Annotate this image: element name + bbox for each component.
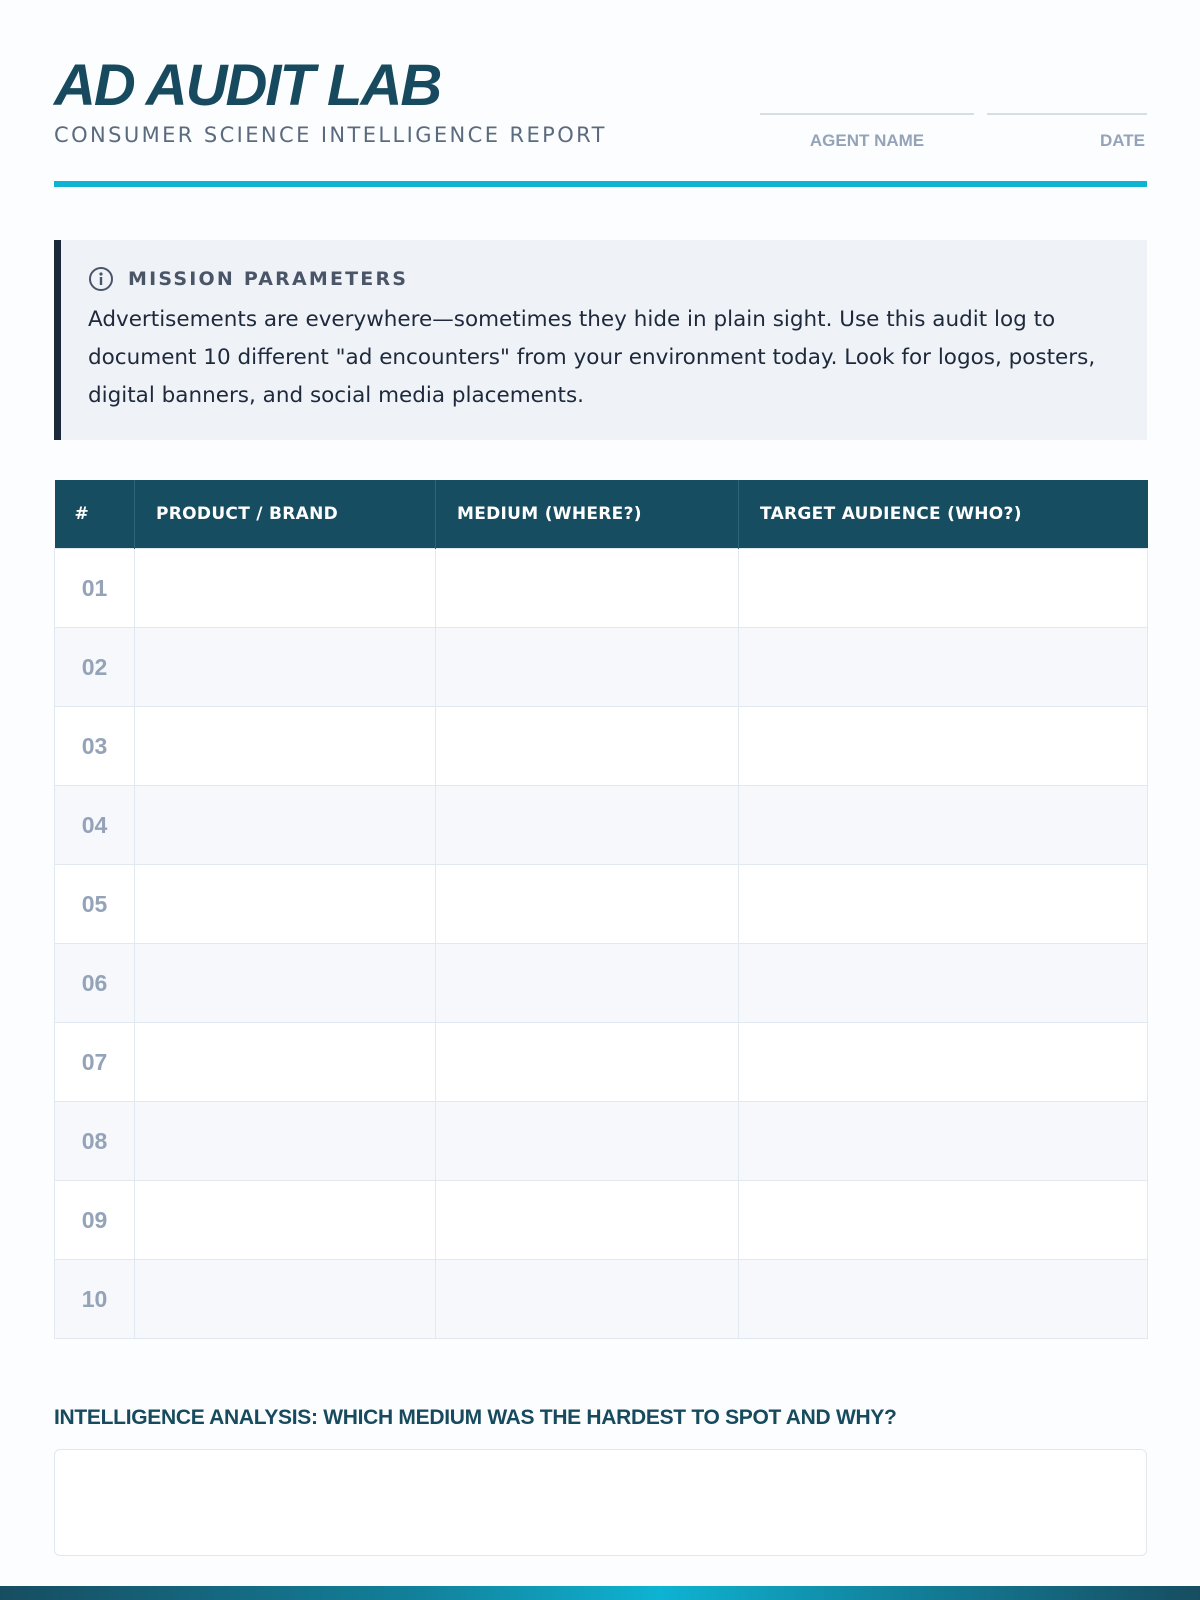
table-row xyxy=(55,786,1148,865)
row-number: 01 xyxy=(55,549,135,628)
medium-cell[interactable] xyxy=(436,865,739,944)
product-cell[interactable] xyxy=(135,865,436,944)
medium-cell[interactable] xyxy=(436,1023,739,1102)
audience-cell[interactable] xyxy=(739,549,1148,628)
page-title: AD AUDIT LAB xyxy=(54,53,441,118)
row-number: 08 xyxy=(55,1102,135,1181)
agent-name-field[interactable] xyxy=(760,113,974,151)
audience-cell[interactable] xyxy=(739,1260,1148,1339)
product-cell[interactable] xyxy=(135,628,436,707)
audience-cell[interactable] xyxy=(739,786,1148,865)
medium-cell[interactable] xyxy=(436,1260,739,1339)
column-header-product: PRODUCT / BRAND xyxy=(135,480,436,549)
medium-cell[interactable] xyxy=(436,707,739,786)
analysis-label: INTELLIGENCE ANALYSIS: WHICH MEDIUM WAS THE HARDEST TO SPOT AND WHY? xyxy=(54,1406,897,1429)
product-cell[interactable] xyxy=(135,944,436,1023)
worksheet-page xyxy=(54,0,1147,1429)
audience-cell[interactable] xyxy=(739,628,1148,707)
page-subtitle: CONSUMER SCIENCE INTELLIGENCE REPORT xyxy=(54,123,607,147)
product-cell[interactable] xyxy=(135,1260,436,1339)
product-cell[interactable] xyxy=(135,707,436,786)
product-cell[interactable] xyxy=(135,786,436,865)
medium-cell[interactable] xyxy=(436,1181,739,1260)
row-number: 03 xyxy=(55,707,135,786)
column-header-audience: TARGET AUDIENCE (WHO?) xyxy=(739,480,1148,549)
mission-title: MISSION PARAMETERS xyxy=(128,268,409,290)
product-cell[interactable] xyxy=(135,549,436,628)
row-number: 06 xyxy=(55,944,135,1023)
audience-cell[interactable] xyxy=(739,1102,1148,1181)
table-row xyxy=(55,865,1148,944)
table-header-row xyxy=(55,480,1148,549)
table-row xyxy=(55,1181,1148,1260)
medium-cell[interactable] xyxy=(436,549,739,628)
product-cell[interactable] xyxy=(135,1181,436,1260)
row-number: 05 xyxy=(55,865,135,944)
audience-cell[interactable] xyxy=(739,1023,1148,1102)
header-divider xyxy=(54,181,1147,187)
medium-cell[interactable] xyxy=(436,1102,739,1181)
footer-bar xyxy=(0,1586,1200,1600)
row-number: 02 xyxy=(55,628,135,707)
table-row xyxy=(55,1102,1148,1181)
table-row xyxy=(55,944,1148,1023)
audience-cell[interactable] xyxy=(739,865,1148,944)
analysis-answer-box[interactable] xyxy=(54,1449,1147,1556)
table-row xyxy=(55,1260,1148,1339)
worksheet-header xyxy=(54,0,1147,187)
medium-cell[interactable] xyxy=(436,944,739,1023)
info-icon xyxy=(88,266,114,292)
product-cell[interactable] xyxy=(135,1102,436,1181)
column-header-medium: MEDIUM (WHERE?) xyxy=(436,480,739,549)
date-field[interactable] xyxy=(987,113,1147,151)
column-header-number: # xyxy=(55,480,135,549)
row-number: 07 xyxy=(55,1023,135,1102)
mission-box xyxy=(54,240,1147,440)
date-label: DATE xyxy=(1099,131,1145,150)
medium-cell[interactable] xyxy=(436,786,739,865)
row-number: 09 xyxy=(55,1181,135,1260)
table-row xyxy=(55,628,1148,707)
table-row xyxy=(55,1023,1148,1102)
mission-header xyxy=(88,264,1117,294)
audience-cell[interactable] xyxy=(739,944,1148,1023)
audience-cell[interactable] xyxy=(739,1181,1148,1260)
row-number: 04 xyxy=(55,786,135,865)
agent-name-label: AGENT NAME xyxy=(809,131,925,150)
medium-cell[interactable] xyxy=(436,628,739,707)
product-cell[interactable] xyxy=(135,1023,436,1102)
audience-cell[interactable] xyxy=(739,707,1148,786)
mission-text: Advertisements are everywhere—sometimes they hide in plain sight. Use this audit log to document 10 different "ad encounters" from your environment today. Look for logos, posters, digital banners, and social media placements. xyxy=(88,307,1096,408)
table-row xyxy=(55,707,1148,786)
row-number: 10 xyxy=(55,1260,135,1339)
audit-log-table xyxy=(54,480,1148,1339)
table-row xyxy=(55,549,1148,628)
